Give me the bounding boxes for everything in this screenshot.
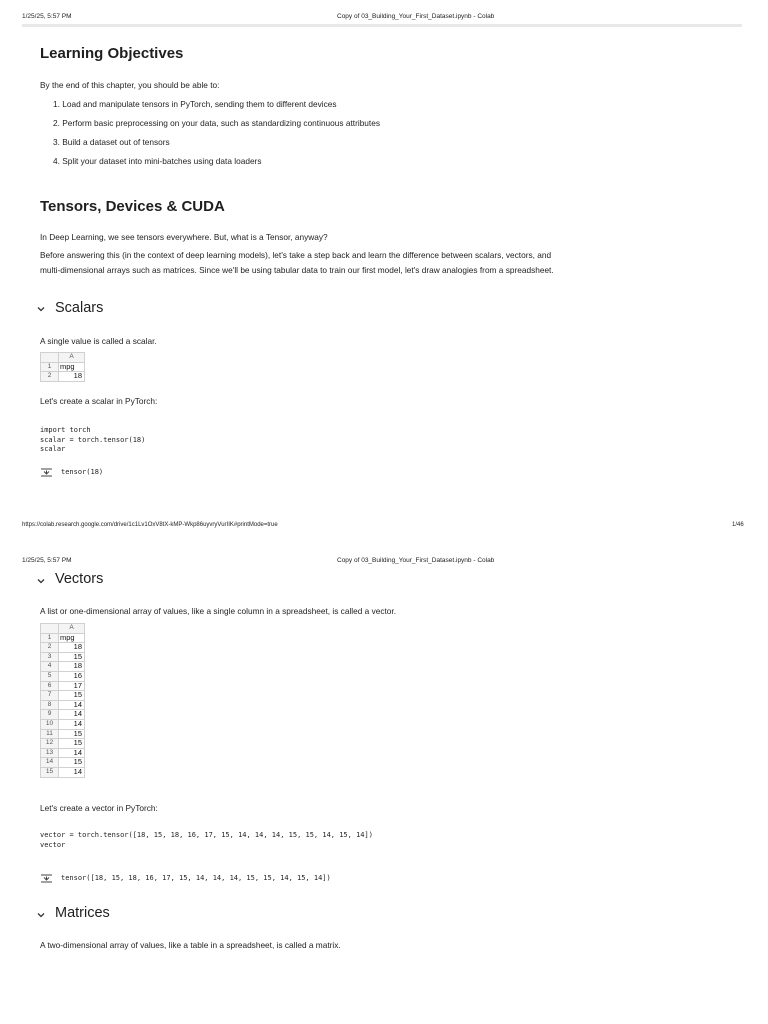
row-number: 11 [41,729,59,739]
row-number: 1 [41,633,59,643]
sheet-cell: 18 [59,662,85,672]
chevron-down-icon[interactable] [36,576,46,586]
sheet-cell: 14 [59,700,85,710]
output-toggle-icon[interactable] [40,873,53,884]
sheet-cell: 18 [59,372,85,382]
matrices-description: A two-dimensional array of values, like a table in a spreadsheet, is called a matrix. [40,940,341,950]
column-header: A [59,353,85,363]
row-number: 3 [41,652,59,662]
chevron-down-icon[interactable] [36,910,46,920]
tensors-paragraph-2-line-2: multi-dimensional arrays such as matrices. Since we'll be using tabular data to train our first model, let's draw analogies from a spreadsheet. [40,265,554,275]
sheet-corner [41,353,59,363]
scalars-heading[interactable]: Scalars [55,300,104,316]
learning-objectives-heading: Learning Objectives [40,45,184,62]
tensors-paragraph-2-line-1: Before answering this (in the context of deep learning models), let's take a step back and learn the difference between scalars, vectors, and [40,250,552,260]
row-number: 1 [41,362,59,372]
row-number: 6 [41,681,59,691]
sheet-cell: 18 [59,643,85,653]
vectors-heading[interactable]: Vectors [55,571,104,587]
vector-code-cell[interactable]: vector = torch.tensor([18, 15, 18, 16, 17, 15, 14, 14, 14, 15, 15, 14, 15, 14]) vector [40,831,373,849]
tensors-heading: Tensors, Devices & CUDA [40,198,225,215]
row-number: 9 [41,710,59,720]
row-number: 12 [41,739,59,749]
matrices-heading[interactable]: Matrices [55,905,110,921]
print-title: Copy of 03_Building_Your_First_Dataset.ipynb - Colab [337,557,495,564]
tensors-paragraph-1: In Deep Learning, we see tensors everywhere. But, what is a Tensor, anyway? [40,232,328,242]
vector-create-text: Let's create a vector in PyTorch: [40,803,158,813]
header-divider [22,24,742,27]
row-number: 5 [41,671,59,681]
row-number: 15 [41,767,59,777]
sheet-cell: 14 [59,767,85,777]
row-number: 2 [41,372,59,382]
scalar-output: tensor(18) [61,468,104,476]
column-header: A [59,624,85,634]
scalar-code-cell[interactable]: import torch scalar = torch.tensor(18) scalar [40,426,146,453]
sheet-cell: 14 [59,710,85,720]
row-number: 4 [41,662,59,672]
row-number: 13 [41,748,59,758]
sheet-cell: mpg [59,362,85,372]
sheet-cell: 15 [59,739,85,749]
list-item: 1. Load and manipulate tensors in PyTorch, sending them to different devices [53,99,337,109]
scalars-description: A single value is called a scalar. [40,336,157,346]
scalar-create-text: Let's create a scalar in PyTorch: [40,396,158,406]
list-item: 4. Split your dataset into mini-batches using data loaders [53,156,262,166]
row-number: 2 [41,643,59,653]
row-number: 8 [41,700,59,710]
sheet-cell: 15 [59,729,85,739]
sheet-cell: 14 [59,748,85,758]
sheet-cell: 15 [59,691,85,701]
print-title: Copy of 03_Building_Your_First_Dataset.ipynb - Colab [337,13,495,20]
sheet-cell: 17 [59,681,85,691]
vector-spreadsheet [40,623,85,778]
sheet-cell: 16 [59,671,85,681]
output-toggle-icon[interactable] [40,467,53,478]
sheet-cell: mpg [59,633,85,643]
sheet-corner [41,624,59,634]
vector-output: tensor([18, 15, 18, 16, 17, 15, 14, 14, 14, 15, 15, 14, 15, 14]) [61,874,331,882]
list-item: 2. Perform basic preprocessing on your data, such as standardizing continuous attributes [53,118,380,128]
scalar-spreadsheet [40,352,85,382]
footer-page-number: 1/46 [732,522,744,528]
row-number: 14 [41,758,59,768]
row-number: 10 [41,719,59,729]
print-datetime: 1/25/25, 5:57 PM [22,557,72,564]
sheet-cell: 14 [59,719,85,729]
sheet-cell: 15 [59,758,85,768]
list-item: 3. Build a dataset out of tensors [53,137,170,147]
footer-url: https://colab.research.google.com/drive/1c1Lv1OxV8tX-kMP-Wkp86uyvryVurIIK#printMode=true [22,522,278,528]
print-datetime: 1/25/25, 5:57 PM [22,13,72,20]
vectors-description: A list or one-dimensional array of values, like a single column in a spreadsheet, is called a vector. [40,606,397,616]
sheet-cell: 15 [59,652,85,662]
chevron-down-icon[interactable] [36,304,46,314]
row-number: 7 [41,691,59,701]
objectives-intro: By the end of this chapter, you should be able to: [40,80,220,90]
